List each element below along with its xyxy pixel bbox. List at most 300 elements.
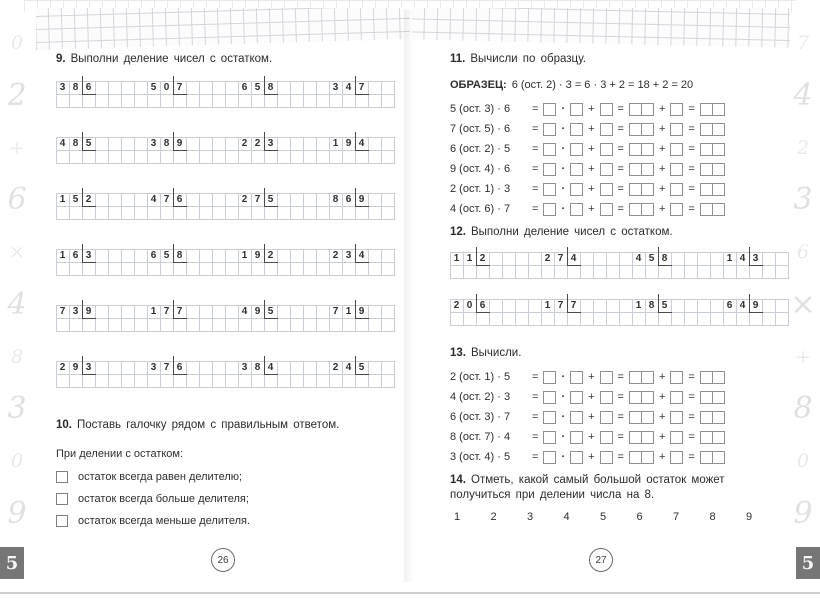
equals-sign: =	[532, 183, 539, 195]
answer-box[interactable]	[670, 103, 683, 116]
division-digit: 3	[345, 250, 352, 261]
answer-box[interactable]	[670, 371, 683, 384]
plus-sign: +	[658, 451, 666, 463]
answer-box-wide[interactable]	[700, 123, 725, 136]
page-right	[412, 8, 790, 586]
division-corner-vline	[355, 244, 356, 263]
remainder-option[interactable]: 5	[599, 511, 607, 523]
decor-glyph: 8	[10, 345, 24, 368]
equation-lead: 4 (ост. 6) · 7	[450, 203, 511, 215]
plus-sign: +	[658, 431, 666, 443]
division-digit: 7	[59, 306, 66, 317]
division-digit: 2	[254, 138, 261, 149]
ex9-worksheet-blocks	[56, 81, 395, 388]
division-digit: 4	[739, 300, 746, 311]
page-number-badge	[211, 548, 235, 572]
page-left-content	[36, 8, 410, 532]
division-digit: 1	[726, 253, 733, 264]
division-digit: 4	[739, 253, 746, 264]
answer-box[interactable]	[543, 411, 556, 424]
page-gutter-shadow	[404, 10, 414, 582]
division-grid-block[interactable]	[450, 299, 789, 326]
division-digit: 7	[570, 300, 577, 311]
division-corner-vline	[567, 247, 568, 266]
answer-box[interactable]	[570, 451, 583, 464]
plus-sign: +	[588, 411, 595, 423]
division-digit: 1	[453, 253, 460, 264]
exercise-title: Выполни деление чисел с остатком.	[471, 226, 673, 238]
answer-box-wide[interactable]	[629, 411, 654, 424]
division-digit: 4	[358, 138, 365, 149]
division-corner-vline	[355, 300, 356, 319]
division-grid-block[interactable]	[56, 249, 395, 276]
division-corner-vline	[264, 356, 265, 375]
answer-box[interactable]	[670, 143, 683, 156]
answer-box[interactable]	[543, 123, 556, 136]
equals-sign: =	[688, 451, 695, 463]
multiply-sign: ·	[561, 451, 566, 463]
division-digit: 8	[648, 300, 655, 311]
plus-sign: +	[588, 163, 595, 175]
answer-box[interactable]	[600, 123, 613, 136]
multiply-sign: ·	[561, 143, 566, 155]
answer-box-wide[interactable]	[700, 391, 725, 404]
equals-sign: =	[688, 183, 695, 195]
division-corner-vline	[173, 132, 174, 151]
answer-box[interactable]	[670, 123, 683, 136]
answer-option-label: остаток всегда равен делителю;	[78, 471, 243, 483]
remainder-option[interactable]: 4	[563, 511, 570, 523]
division-corner-hline	[355, 318, 369, 319]
division-corner-vline	[355, 356, 356, 375]
division-corner-hline	[173, 206, 187, 207]
multiply-sign: ·	[561, 431, 566, 443]
left-margin-decoration	[0, 34, 34, 529]
decor-glyph: +	[795, 345, 811, 368]
answer-box[interactable]	[600, 183, 613, 196]
remainder-option[interactable]: 1	[453, 511, 461, 523]
answer-option-label: остаток всегда меньше делителя.	[78, 515, 251, 527]
answer-box-wide[interactable]	[700, 451, 725, 464]
equation-row	[450, 119, 789, 139]
remainder-option[interactable]: 8	[709, 511, 716, 523]
division-corner-vline	[476, 247, 477, 266]
corner-page-tab-right: 5	[796, 547, 820, 579]
answer-box-wide[interactable]	[629, 103, 654, 116]
answer-option	[56, 510, 395, 532]
multiply-sign: ·	[561, 391, 566, 403]
division-digit: 3	[59, 82, 66, 93]
division-corner-hline	[476, 312, 490, 313]
answer-box[interactable]	[600, 371, 613, 384]
equals-sign: =	[532, 391, 539, 403]
division-digit: 1	[466, 253, 473, 264]
equation-lead: 4 (ост. 2) · 3	[450, 391, 511, 403]
remainder-option[interactable]: 7	[672, 511, 680, 523]
division-corner-hline	[749, 265, 763, 266]
answer-box-wide[interactable]	[629, 123, 654, 136]
division-digit: 2	[241, 138, 248, 149]
division-corner-vline	[658, 294, 659, 313]
plus-sign: +	[658, 143, 666, 155]
remainder-option[interactable]: 2	[490, 511, 497, 523]
answer-box[interactable]	[543, 451, 556, 464]
checkbox[interactable]	[56, 471, 68, 483]
exercise-number: 12.	[450, 226, 466, 238]
answer-box[interactable]	[543, 103, 556, 116]
decor-glyph: 0	[10, 450, 24, 473]
decor-glyph: 2	[7, 77, 27, 113]
answer-box-wide[interactable]	[700, 103, 725, 116]
decor-glyph: 8	[793, 391, 813, 427]
division-corner-hline	[264, 374, 278, 375]
answer-box[interactable]	[543, 163, 556, 176]
equation-lead: 6 (ост. 3) · 7	[450, 411, 511, 423]
equals-sign: =	[617, 143, 624, 155]
answer-box-wide[interactable]	[700, 371, 725, 384]
answer-box-wide[interactable]	[629, 371, 654, 384]
division-digit: 5	[267, 306, 274, 317]
multiply-sign: ·	[561, 411, 566, 423]
division-digit: 7	[358, 82, 365, 93]
equation-row	[450, 199, 789, 219]
division-digit: 7	[176, 82, 183, 93]
division-corner-vline	[264, 188, 265, 207]
answer-box[interactable]	[570, 203, 583, 216]
page-left	[36, 8, 410, 586]
decor-glyph: 3	[7, 391, 27, 427]
decor-glyph: 6	[7, 182, 27, 218]
answer-box[interactable]	[570, 391, 583, 404]
exercise-9-heading	[56, 52, 395, 67]
division-corner-hline	[658, 312, 672, 313]
division-digit: 7	[557, 300, 564, 311]
division-digit: 7	[163, 362, 170, 373]
division-corner-hline	[476, 265, 490, 266]
division-digit: 1	[150, 306, 157, 317]
division-digit: 8	[163, 138, 170, 149]
decor-glyph: ×	[9, 241, 25, 264]
plus-sign: +	[588, 431, 595, 443]
division-digit: 1	[345, 306, 352, 317]
answer-box-wide[interactable]	[629, 391, 654, 404]
division-digit: 1	[59, 250, 66, 261]
division-digit: 9	[176, 138, 183, 149]
answer-box[interactable]	[670, 411, 683, 424]
division-digit: 8	[72, 82, 79, 93]
division-corner-hline	[173, 318, 187, 319]
division-digit: 1	[544, 300, 551, 311]
decor-glyph: 7	[796, 32, 810, 54]
remainder-option[interactable]: 9	[745, 511, 753, 523]
answer-box-wide[interactable]	[700, 183, 725, 196]
answer-box[interactable]	[570, 411, 583, 424]
division-digit: 5	[661, 300, 668, 311]
ex12-worksheet-blocks	[450, 252, 789, 326]
division-digit: 7	[254, 194, 261, 205]
division-corner-vline	[82, 188, 83, 207]
equals-sign: =	[617, 411, 624, 423]
division-corner-vline	[82, 244, 83, 263]
division-corner-vline	[82, 300, 83, 319]
division-corner-hline	[82, 206, 96, 207]
division-corner-vline	[749, 247, 750, 266]
division-digit: 0	[466, 300, 473, 311]
division-digit: 6	[726, 300, 733, 311]
division-digit: 9	[72, 362, 79, 373]
division-digit: 4	[267, 362, 274, 373]
division-digit: 7	[163, 306, 170, 317]
answer-box[interactable]	[570, 183, 583, 196]
answer-box[interactable]	[600, 451, 613, 464]
equals-sign: =	[532, 163, 539, 175]
division-digit: 1	[635, 300, 642, 311]
division-corner-hline	[264, 94, 278, 95]
decor-glyph: 0	[796, 450, 810, 473]
division-corner-hline	[173, 94, 187, 95]
equation-row	[450, 159, 789, 179]
answer-box-wide[interactable]	[629, 143, 654, 156]
answer-box[interactable]	[543, 143, 556, 156]
division-corner-hline	[82, 318, 96, 319]
answer-box[interactable]	[570, 371, 583, 384]
equals-sign: =	[688, 103, 695, 115]
answer-box-wide[interactable]	[700, 431, 725, 444]
page-number: 27	[595, 554, 607, 566]
division-digit: 5	[85, 138, 92, 149]
answer-box-wide[interactable]	[629, 451, 654, 464]
equals-sign: =	[617, 371, 624, 383]
exercise-title: Отметь, какой самый большой остаток может получиться при делении числа на 8.	[450, 474, 725, 501]
division-corner-vline	[82, 76, 83, 95]
bottom-rule	[0, 592, 820, 594]
answer-box[interactable]	[670, 163, 683, 176]
division-corner-vline	[355, 76, 356, 95]
answer-option	[56, 466, 395, 488]
division-digit: 2	[59, 362, 66, 373]
remainder-option[interactable]: 3	[526, 511, 534, 523]
division-corner-hline	[355, 262, 369, 263]
division-grid-block[interactable]	[56, 81, 395, 108]
answer-box[interactable]	[543, 203, 556, 216]
division-corner-hline	[82, 262, 96, 263]
equals-sign: =	[617, 103, 624, 115]
division-digit: 8	[661, 253, 668, 264]
division-corner-hline	[355, 206, 369, 207]
exercise-title: Выполни деление чисел с остатком.	[70, 53, 273, 65]
division-digit: 6	[479, 300, 486, 311]
division-corner-vline	[173, 300, 174, 319]
answer-box[interactable]	[670, 391, 683, 404]
answer-box-wide[interactable]	[629, 203, 654, 216]
answer-box[interactable]	[670, 451, 683, 464]
equation-lead: 8 (ост. 7) · 4	[450, 431, 511, 443]
answer-box[interactable]	[543, 431, 556, 444]
answer-box[interactable]	[600, 203, 613, 216]
answer-box[interactable]	[570, 143, 583, 156]
plus-sign: +	[588, 143, 595, 155]
plus-sign: +	[588, 371, 595, 383]
equals-sign: =	[617, 431, 624, 443]
division-corner-vline	[82, 356, 83, 375]
division-digit: 5	[163, 250, 170, 261]
division-corner-vline	[355, 188, 356, 207]
division-corner-hline	[82, 150, 96, 151]
division-digit: 5	[150, 82, 157, 93]
division-digit: 4	[345, 82, 352, 93]
checkbox[interactable]	[56, 515, 68, 527]
answer-box-wide[interactable]	[700, 411, 725, 424]
equals-sign: =	[688, 123, 695, 135]
division-grid-block[interactable]	[56, 361, 395, 388]
answer-box[interactable]	[600, 103, 613, 116]
division-digit: 2	[241, 194, 248, 205]
division-digit: 6	[241, 82, 248, 93]
division-corner-hline	[264, 206, 278, 207]
division-corner-hline	[173, 150, 187, 151]
multiply-sign: ·	[561, 203, 566, 215]
answer-box[interactable]	[600, 143, 613, 156]
ex10-subtitle: При делении с остатком:	[56, 448, 184, 460]
right-margin-decoration	[786, 34, 820, 529]
decor-glyph: ×	[790, 286, 816, 322]
division-digit: 2	[544, 253, 551, 264]
answer-box[interactable]	[670, 203, 683, 216]
equals-sign: =	[688, 203, 695, 215]
equation-row	[450, 407, 789, 427]
remainder-option[interactable]: 6	[636, 511, 643, 523]
equals-sign: =	[688, 163, 695, 175]
equation-lead: 5 (ост. 3) · 6	[450, 103, 511, 115]
answer-box[interactable]	[570, 123, 583, 136]
decor-glyph: 0	[10, 32, 24, 54]
division-digit: 6	[345, 194, 352, 205]
answer-box[interactable]	[570, 103, 583, 116]
division-corner-vline	[264, 76, 265, 95]
answer-box[interactable]	[570, 431, 583, 444]
equals-sign: =	[532, 123, 539, 135]
division-digit: 7	[163, 194, 170, 205]
multiply-sign: ·	[561, 163, 566, 175]
division-digit: 6	[72, 250, 79, 261]
answer-box[interactable]	[543, 371, 556, 384]
decor-glyph: 9	[793, 495, 813, 531]
equation-row	[450, 387, 789, 407]
division-corner-hline	[567, 265, 581, 266]
equals-sign: =	[617, 451, 624, 463]
equation-row	[450, 179, 789, 199]
plus-sign: +	[658, 123, 666, 135]
answer-box[interactable]	[600, 431, 613, 444]
multiply-sign: ·	[561, 371, 566, 383]
multiply-sign: ·	[561, 183, 566, 195]
answer-box[interactable]	[670, 183, 683, 196]
equation-lead: 6 (ост. 2) · 5	[450, 143, 511, 155]
answer-box-wide[interactable]	[700, 143, 725, 156]
division-digit: 4	[241, 306, 248, 317]
division-grid-block[interactable]	[56, 305, 395, 332]
answer-box[interactable]	[543, 391, 556, 404]
answer-box-wide[interactable]	[629, 183, 654, 196]
division-digit: 0	[163, 82, 170, 93]
page-right-content	[412, 8, 789, 523]
decor-glyph: 2	[796, 136, 810, 159]
corner-page-tab-left: 5	[0, 547, 24, 579]
answer-box-wide[interactable]	[700, 163, 725, 176]
division-digit: 4	[345, 362, 352, 373]
division-grid-block[interactable]	[450, 252, 789, 279]
division-corner-vline	[476, 294, 477, 313]
division-corner-hline	[264, 262, 278, 263]
division-digit: 3	[267, 138, 274, 149]
equals-sign: =	[532, 371, 539, 383]
answer-box[interactable]	[600, 163, 613, 176]
plus-sign: +	[588, 103, 595, 115]
division-grid-block[interactable]	[56, 193, 395, 220]
plus-sign: +	[658, 203, 666, 215]
division-digit: 2	[267, 250, 274, 261]
answer-box[interactable]	[600, 411, 613, 424]
answer-box-wide[interactable]	[629, 163, 654, 176]
answer-box[interactable]	[600, 391, 613, 404]
example-line	[450, 78, 789, 93]
division-digit: 8	[72, 138, 79, 149]
exercise-number: 14.	[450, 474, 466, 486]
answer-box[interactable]	[543, 183, 556, 196]
division-digit: 2	[453, 300, 460, 311]
division-corner-vline	[658, 247, 659, 266]
division-digit: 5	[267, 194, 274, 205]
answer-box[interactable]	[570, 163, 583, 176]
plus-sign: +	[658, 391, 666, 403]
division-digit: 6	[176, 362, 183, 373]
division-digit: 7	[557, 253, 564, 264]
answer-box[interactable]	[670, 431, 683, 444]
division-corner-hline	[658, 265, 672, 266]
multiply-sign: ·	[561, 103, 566, 115]
division-corner-vline	[173, 76, 174, 95]
equation-lead: 2 (ост. 1) · 5	[450, 371, 511, 383]
division-digit: 1	[241, 250, 248, 261]
answer-box-wide[interactable]	[700, 203, 725, 216]
division-digit: 9	[752, 300, 759, 311]
division-digit: 6	[85, 82, 92, 93]
page-number: 26	[217, 554, 229, 566]
page-number-badge	[589, 548, 613, 572]
equation-lead: 3 (ост. 4) · 5	[450, 451, 511, 463]
plus-sign: +	[658, 183, 666, 195]
exercise-12-heading	[450, 225, 789, 240]
division-corner-vline	[567, 294, 568, 313]
answer-box-wide[interactable]	[629, 431, 654, 444]
division-digit: 1	[59, 194, 66, 205]
division-digit: 7	[332, 306, 339, 317]
division-grid-block[interactable]	[56, 137, 395, 164]
division-digit: 3	[150, 362, 157, 373]
equals-sign: =	[617, 123, 624, 135]
multiply-sign: ·	[561, 123, 566, 135]
equals-sign: =	[688, 371, 695, 383]
plus-sign: +	[588, 451, 595, 463]
exercise-11-heading	[450, 52, 789, 67]
ex14-answer-choices	[450, 511, 756, 523]
division-corner-vline	[173, 244, 174, 263]
division-corner-hline	[355, 94, 369, 95]
division-corner-hline	[82, 374, 96, 375]
exercise-number: 9.	[56, 53, 66, 65]
checkbox[interactable]	[56, 493, 68, 505]
plus-sign: +	[588, 183, 595, 195]
